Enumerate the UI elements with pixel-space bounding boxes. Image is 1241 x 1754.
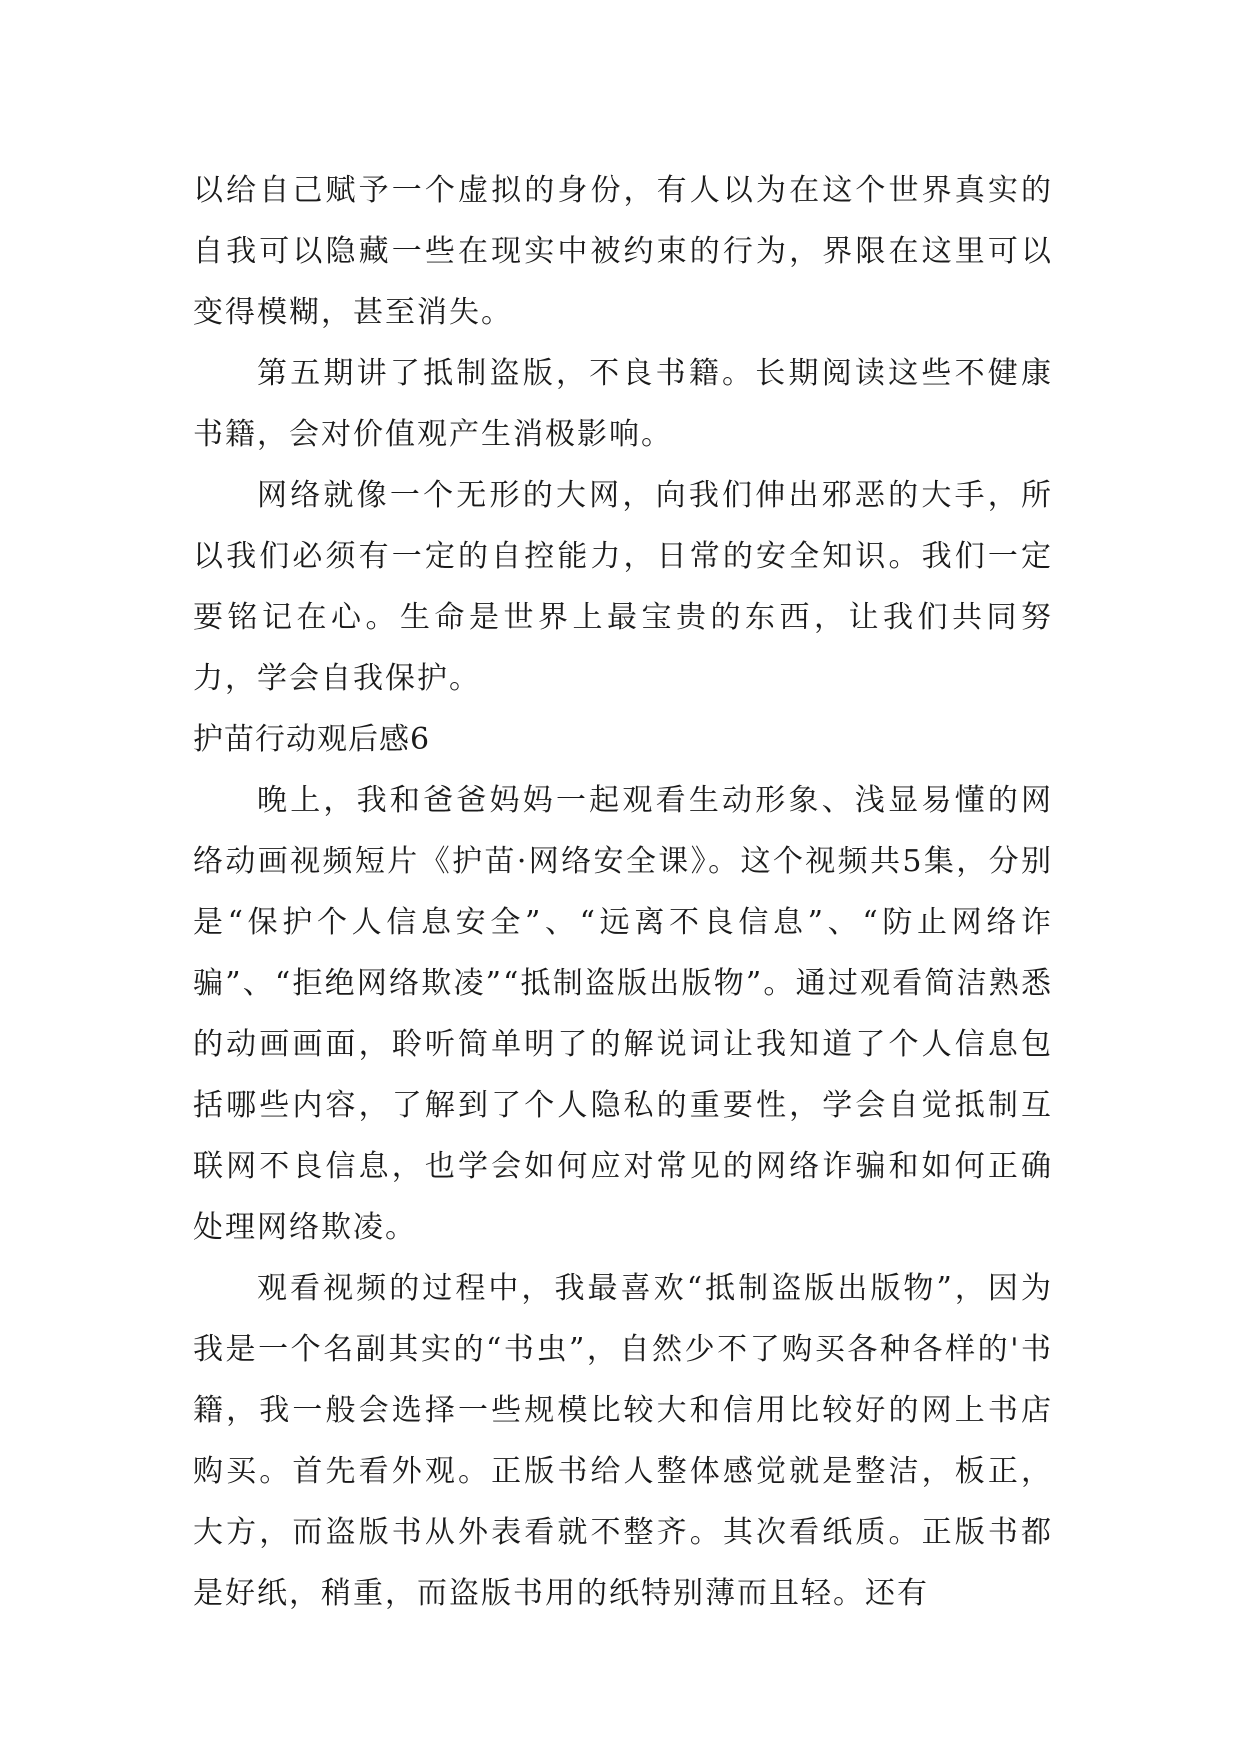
- paragraph-piracy-episode: 第五期讲了抵制盗版，不良书籍。长期阅读这些不健康书籍，会对价值观产生消极影响。: [193, 356, 1053, 452]
- paragraph-anti-piracy: 观看视频的过程中，我最喜欢“抵制盗版出版物”，因为我是一个名副其实的“书虫”，自然少不了购买各种各样的'书籍，我一般会选择一些规模比较大和信用比较好的网上书店购买。首先看外观。正版书给人整体感觉就是整洁，板正，大方，而盗版书从外表看就不整齐。其次看纸质。正版书都是好纸，稍重，而盗版书用的纸特别薄而且轻。还有: [193, 1271, 1053, 1611]
- paragraph-continuation: 以给自己赋予一个虚拟的身份，有人以为在这个世界真实的自我可以隐藏一些在现实中被约束的行为，界限在这里可以变得模糊，甚至消失。: [193, 173, 1053, 330]
- document-body: [193, 160, 1053, 1624]
- paragraph-network-safety: 网络就像一个无形的大网，向我们伸出邪恶的大手，所以我们必须有一定的自控能力，日常的安全知识。我们一定要铭记在心。生命是世界上最宝贵的东西，让我们共同努力，学会自我保护。: [193, 478, 1053, 696]
- section-heading: 护苗行动观后感6: [193, 722, 431, 757]
- paragraph-video-intro: 晚上，我和爸爸妈妈一起观看生动形象、浅显易懂的网络动画视频短片《护苗·网络安全课》。这个视频共5集，分别是“保护个人信息安全”、“远离不良信息”、“防止网络诈骗”、“拒绝网络欺凌”“抵制盗版出版物”。通过观看简洁熟悉的动画画面，聆听简单明了的解说词让我知道了个人信息包括哪些内容，了解到了个人隐私的重要性，学会自觉抵制互联网不良信息，也学会如何应对常见的网络诈骗和如何正确处理网络欺凌。: [193, 783, 1053, 1245]
